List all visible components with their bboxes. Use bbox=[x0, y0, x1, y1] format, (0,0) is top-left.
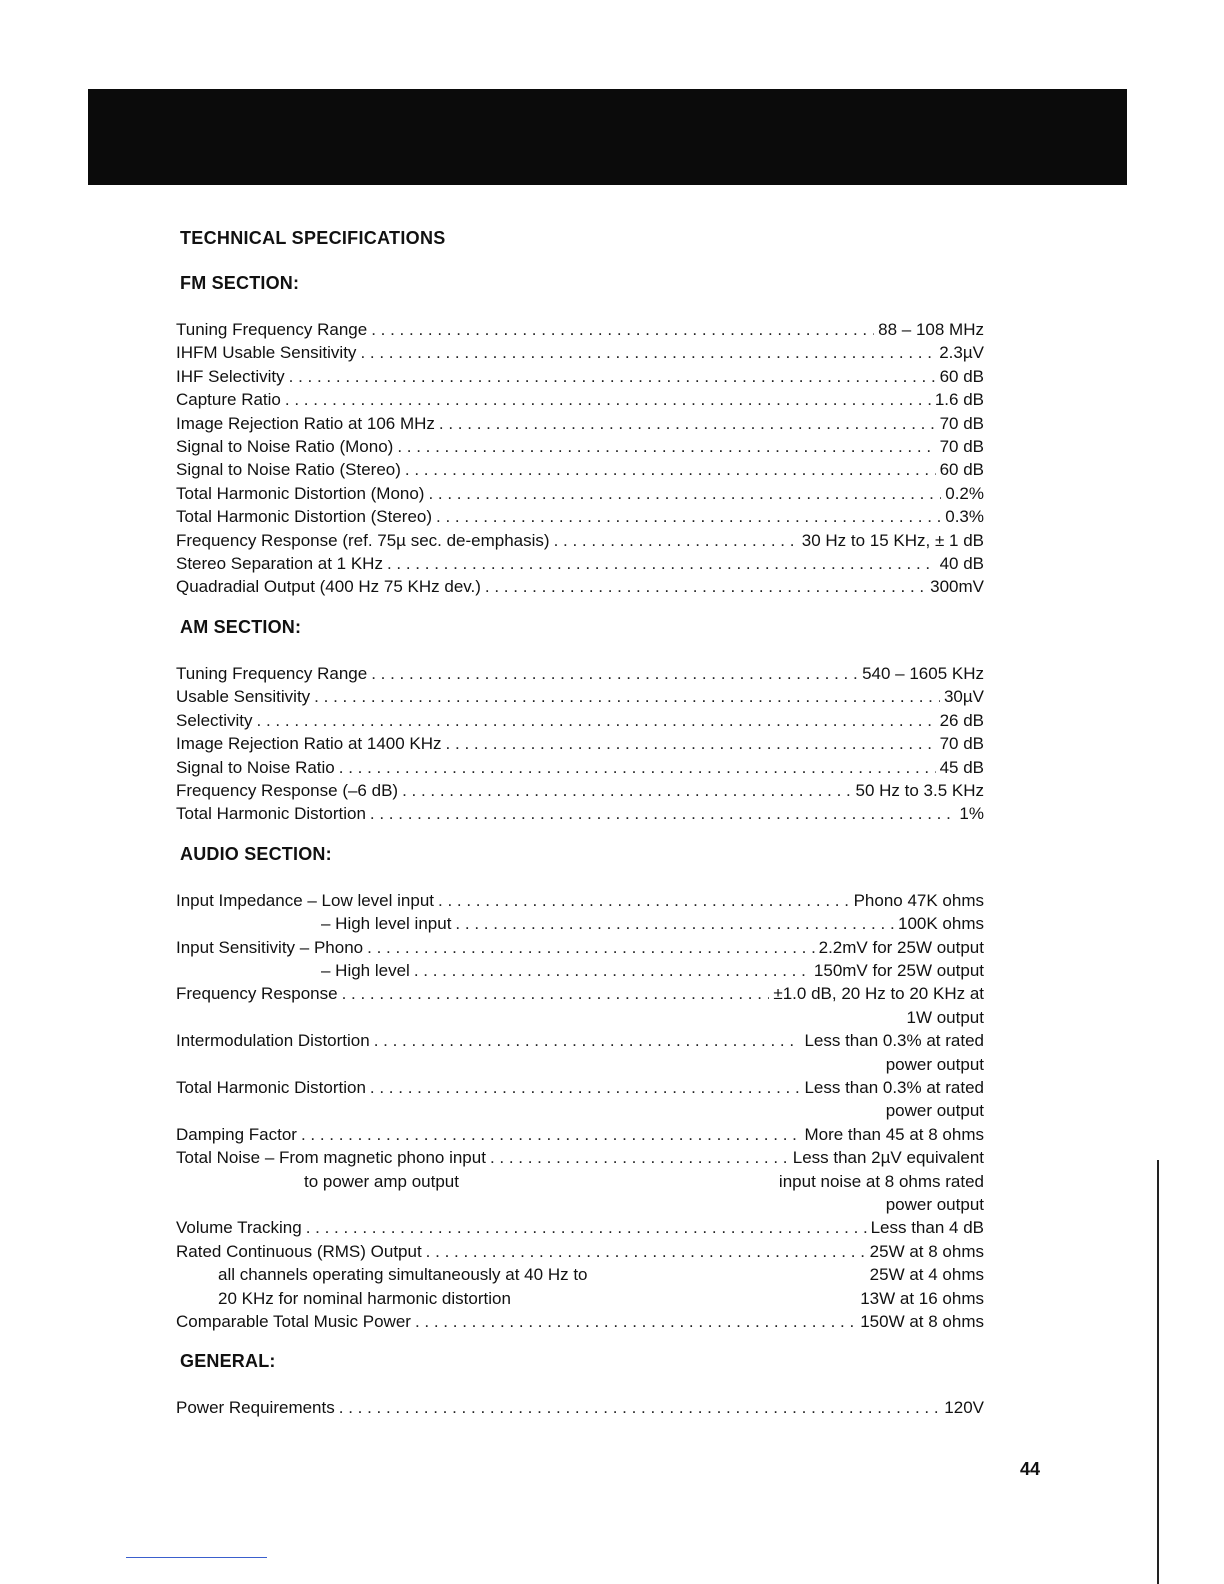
footer-link-rule bbox=[126, 1557, 267, 1558]
spec-row: IHF Selectivity . . . 60 dB bbox=[176, 365, 984, 388]
fm-section-heading: FM SECTION: bbox=[180, 273, 300, 293]
spec-row-continuation: power output bbox=[885, 1054, 984, 1074]
spec-row-continuation: power output bbox=[885, 1101, 984, 1121]
header-bar bbox=[88, 89, 1127, 185]
fm-spec-list bbox=[176, 318, 984, 599]
am-spec-list bbox=[176, 662, 984, 826]
spec-row: Frequency Response (–6 dB) . . . 50 Hz to 3.5 KHz bbox=[176, 779, 984, 802]
page-title: TECHNICAL SPECIFICATIONS bbox=[180, 228, 446, 248]
spec-row: to power amp output input noise at 8 ohms rated bbox=[304, 1171, 984, 1191]
spec-row: Input Impedance – Low level input . . . Phono 47K ohms bbox=[176, 889, 984, 912]
audio-spec-list bbox=[176, 889, 984, 1334]
spec-row: Total Noise – From magnetic phono input . . . Less than 2µV equivalent bbox=[176, 1146, 984, 1169]
spec-row: 20 KHz for nominal harmonic distortion 13W at 16 ohms bbox=[218, 1288, 984, 1308]
spec-row: Tuning Frequency Range . . . 88 – 108 MHz bbox=[176, 318, 984, 341]
spec-row: Image Rejection Ratio at 106 MHz . . . 70 dB bbox=[176, 412, 984, 435]
page-number: 44 bbox=[1020, 1459, 1041, 1479]
spec-row: Tuning Frequency Range . . . 540 – 1605 KHz bbox=[176, 662, 984, 685]
page-edge-rule bbox=[1157, 1160, 1159, 1584]
spec-row: Total Harmonic Distortion (Mono) . . . 0.2% bbox=[176, 482, 984, 505]
spec-row: Usable Sensitivity . . . 30µV bbox=[176, 685, 984, 708]
spec-row: Frequency Response . . . ±1.0 dB, 20 Hz to 20 KHz at bbox=[176, 982, 984, 1005]
spec-row-continuation: power output bbox=[885, 1195, 984, 1214]
spec-row: Signal to Noise Ratio (Mono) . . . 70 dB bbox=[176, 435, 984, 458]
general-spec-list bbox=[176, 1396, 984, 1419]
spec-row: Damping Factor . . . More than 45 at 8 ohms bbox=[176, 1123, 984, 1146]
spec-row: Volume Tracking . . . Less than 4 dB bbox=[176, 1216, 984, 1239]
spec-row: Frequency Response (ref. 75µ sec. de-emphasis) . . . 30 Hz to 15 KHz, ± 1 dB bbox=[176, 529, 984, 552]
spec-sheet bbox=[176, 228, 984, 1424]
spec-row: Intermodulation Distortion . . . Less than 0.3% at rated bbox=[176, 1029, 984, 1052]
general-section-heading: GENERAL: bbox=[180, 1351, 276, 1372]
spec-row: Capture Ratio . . . 1.6 dB bbox=[176, 388, 984, 411]
spec-row: Quadradial Output (400 Hz 75 KHz dev.) . . . 300mV bbox=[176, 575, 984, 598]
spec-row: all channels operating simultaneously at 40 Hz to 25W at 4 ohms bbox=[218, 1265, 984, 1285]
spec-row: Stereo Separation at 1 KHz . . . 40 dB bbox=[176, 552, 984, 575]
spec-row: – High level input . . . 100K ohms bbox=[176, 912, 984, 935]
spec-row: Selectivity . . . 26 dB bbox=[176, 709, 984, 732]
spec-row: Comparable Total Music Power . . . 150W at 8 ohms bbox=[176, 1310, 984, 1333]
spec-row: Total Harmonic Distortion . . . 1% bbox=[176, 802, 984, 825]
spec-row: Input Sensitivity – Phono . . . 2.2mV for 25W output bbox=[176, 936, 984, 959]
audio-section-heading: AUDIO SECTION: bbox=[180, 843, 332, 864]
spec-row: Rated Continuous (RMS) Output . . . 25W at 8 ohms bbox=[176, 1240, 984, 1263]
spec-row: Signal to Noise Ratio . . . 45 dB bbox=[176, 756, 984, 779]
spec-row-continuation: 1W output bbox=[906, 1007, 984, 1027]
spec-row: Image Rejection Ratio at 1400 KHz . . . 70 dB bbox=[176, 732, 984, 755]
spec-row: Power Requirements . . . 120V bbox=[176, 1396, 984, 1419]
spec-row: Total Harmonic Distortion (Stereo) . . . 0.3% bbox=[176, 505, 984, 528]
am-section-heading: AM SECTION: bbox=[180, 616, 302, 637]
spec-row: – High level . . . 150mV for 25W output bbox=[176, 959, 984, 982]
spec-row: Signal to Noise Ratio (Stereo) . . . 60 dB bbox=[176, 458, 984, 481]
spec-row: IHFM Usable Sensitivity . . . 2.3µV bbox=[176, 341, 984, 364]
spec-row: Total Harmonic Distortion . . . Less than 0.3% at rated bbox=[176, 1076, 984, 1099]
